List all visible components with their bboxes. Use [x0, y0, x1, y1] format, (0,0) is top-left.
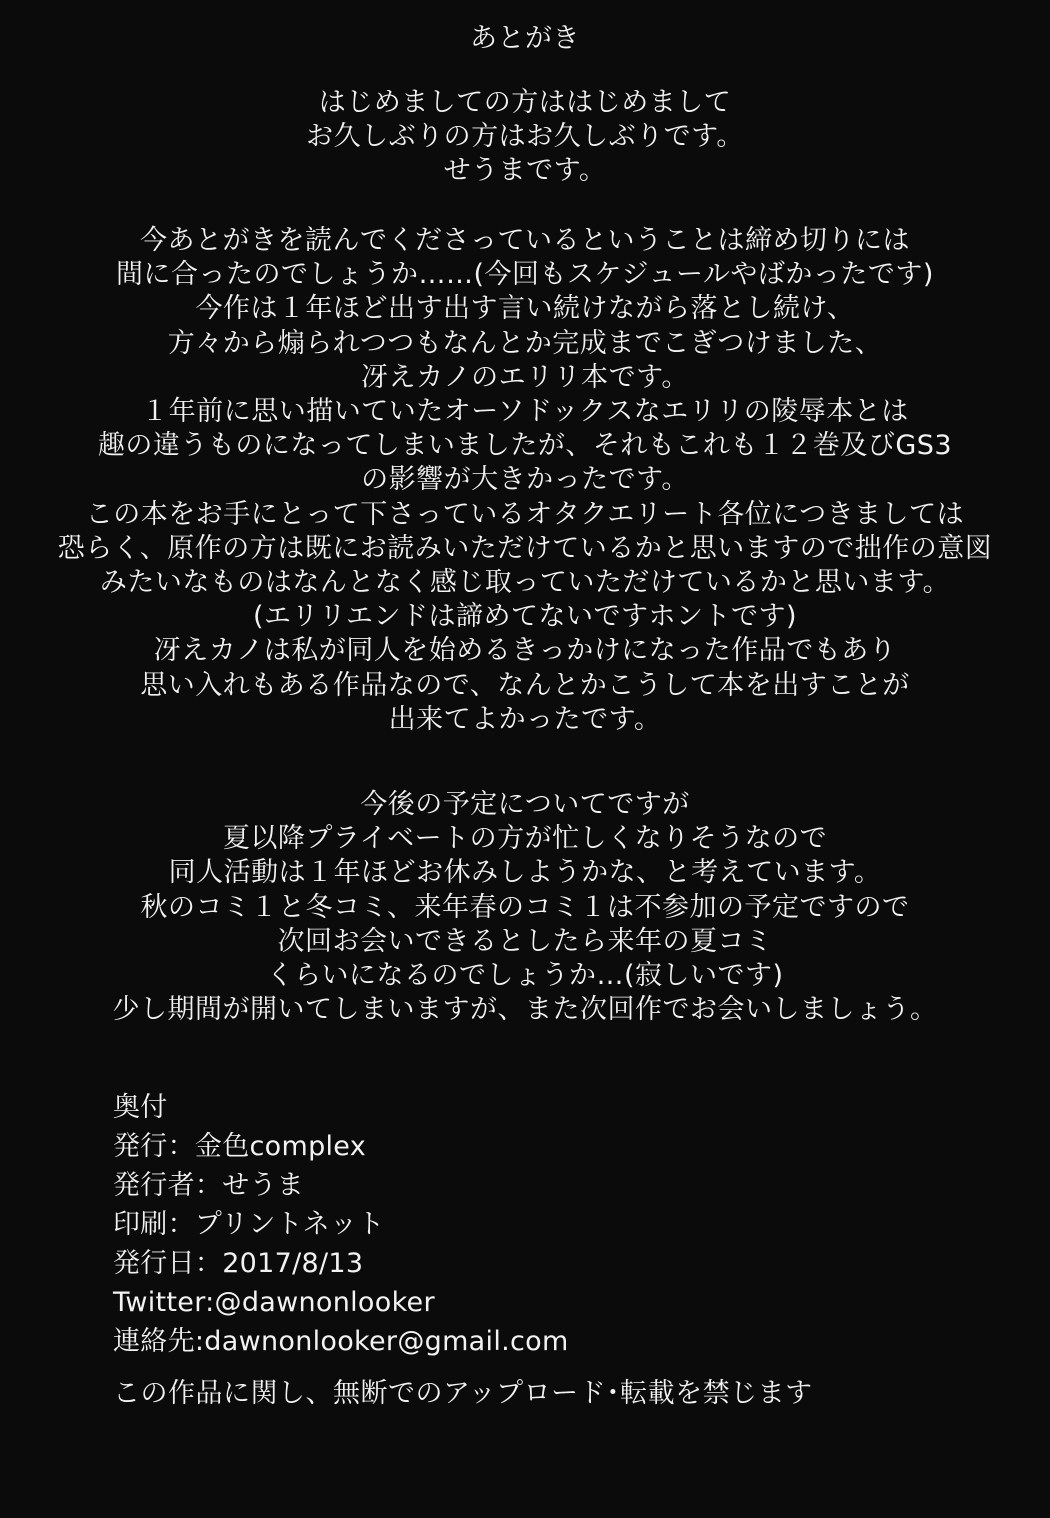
greeting-line: お久しぶりの方はお久しぶりです。 — [306, 121, 744, 153]
plans-line: 同人活動は１年ほどお休みしようかな、と考えています。 — [168, 857, 882, 889]
body-line: 方々から煽られつつもなんとか完成までこぎつけました、 — [167, 327, 883, 359]
colophon-printer: 印刷：プリントネット — [113, 1209, 385, 1240]
greeting-section — [0, 86, 1050, 189]
greeting-line: はじめましての方ははじめまして — [318, 87, 732, 118]
colophon-section — [113, 1088, 569, 1361]
body-line: この本をお手にとって下さっているオタクエリート各位につきましては — [85, 498, 965, 530]
colophon-twitter: Twitter:@dawnonlooker — [113, 1287, 435, 1318]
plans-section — [0, 788, 1050, 1027]
body-line: みたいなものはなんとなく感じ取っていただけているかと思います。 — [99, 567, 951, 599]
body-line: １年前に思い描いていたオーソドックスなエリリの陵辱本とは — [141, 396, 909, 428]
body-line: (エリリエンドは諦めてないですホントです) — [252, 601, 798, 633]
copyright-notice: この作品に関し、無断でのアップロード･転載を禁じます — [113, 1378, 813, 1409]
colophon-author: 発行者：せうま — [113, 1170, 305, 1201]
colophon-contact: 連絡先:dawnonlooker@gmail.com — [113, 1326, 569, 1357]
body-line: 恐らく、原作の方は既にお読みいただけているかと思いますので拙作の意図 — [57, 532, 993, 564]
body-line: 今作は１年ほど出す出す言い続けながら落とし続け、 — [195, 293, 855, 325]
body-line: 今あとがきを読んでくださっているということは締め切りには — [140, 225, 910, 256]
page-title: あとがき — [470, 23, 580, 54]
body-line: 思い入れもある作品なので、なんとかこうして本を出すことが — [140, 669, 910, 701]
body-line: 趣の違うものになってしまいましたが、それもこれも１２巻及びGS3 — [97, 430, 953, 462]
colophon-date: 発行日：2017/8/13 — [113, 1248, 364, 1279]
body-section — [0, 224, 1050, 737]
greeting-line: せうまです。 — [443, 155, 607, 187]
plans-line: 次回お会いできるとしたら来年の夏コミ — [277, 925, 773, 957]
title-section — [0, 22, 1050, 56]
body-line: の影響が大きかったです。 — [361, 464, 689, 496]
colophon-publisher: 発行：金色complex — [113, 1131, 367, 1162]
plans-line: 夏以降プライベートの方が忙しくなりそうなので — [222, 823, 828, 855]
body-line: 冴えカノは私が同人を始めるきっかけになった作品でもあり — [153, 635, 897, 667]
colophon-heading: 奥付 — [113, 1092, 168, 1123]
plans-line: 秋のコミ１と冬コミ、来年春のコミ１は不参加の予定ですので — [140, 891, 910, 923]
body-line: 出来てよかったです。 — [388, 703, 662, 735]
plans-line: くらいになるのでしょうか…(寂しいです) — [266, 960, 784, 992]
copyright-notice-section — [113, 1376, 813, 1412]
plans-line: 今後の予定についてですが — [360, 789, 690, 820]
body-line: 冴えカノのエリリ本です。 — [361, 361, 689, 393]
plans-line: 少し期間が開いてしまいますが、また次回作でお会いしましょう。 — [112, 994, 938, 1026]
body-line: 間に合ったのでしょうか……(今回もスケジュールやばかったです) — [116, 259, 934, 291]
